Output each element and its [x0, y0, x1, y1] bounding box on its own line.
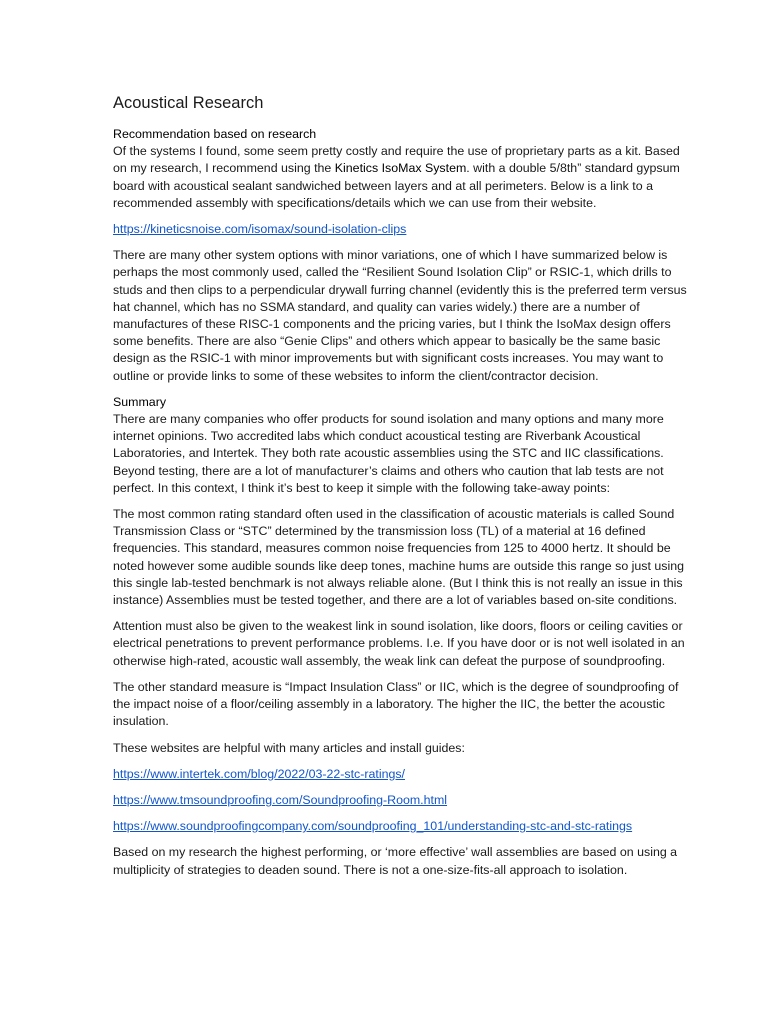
paragraph-iic: The other standard measure is “Impact Insulation Class” or IIC, which is the degree of soundproofing of the impact noise of a floor/ceiling assembly in a laboratory. The higher the IIC, the better the acoustic insulation.	[113, 679, 679, 729]
link-kinetics-isomax[interactable]: https://kineticsnoise.com/isomax/sound-isolation-clips	[113, 222, 407, 237]
paragraph-system-options: There are many other system options with minor variations, one of which I have summarized below is perhaps the most commonly used, called the “Resilient Sound Isolation Clip” or RSIC-1, which drills to studs and then clips to a perpendicular drywall furring channel (evidently this is the preferred term versus hat channel, which has no SSMA standard, and quality can varies widely.) there are a number of manufactures of these RISC-1 components and the pricing varies, but I think the IsoMax design offers some benefits. There are also “Genie Clips” and others which appear to basically be the same basic design as the RSIC-1 with minor improvements but with significant costs increases. You may want to outline or provide links to some of these websites to inform the client/contractor decision.	[113, 248, 687, 383]
link-intertek[interactable]: https://www.intertek.com/blog/2022/03-22-stc-ratings/	[113, 766, 406, 781]
section-heading-recommendation: Recommendation based on research	[113, 127, 317, 141]
paragraph-weakest-link: Attention must also be given to the weakest link in sound isolation, like doors, floors or ceiling cavities or electrical penetrations to prevent performance problems. I.e. If you have door or is not well isolated in an otherwise high-rated, acoustic wall assembly, the weak link can defeat the purpose of soundproofing.	[113, 619, 685, 668]
paragraph-conclusion: Based on my research the highest performing, or ‘more effective’ wall assemblies are based on using a multiplicity of strategies to deaden sound. There is not a one-size-fits-all approach to isolation.	[113, 845, 678, 877]
product-name: Kinetics IsoMax System	[334, 161, 467, 176]
paragraph-websites-intro: These websites are helpful with many articles and install guides:	[113, 740, 465, 755]
page-title: Acoustical Research	[113, 94, 264, 112]
paragraph-stc: The most common rating standard often used in the classification of acoustic materials is called Sound Transmission Class or “STC” determined by the transmission loss (TL) of a material at 16 defined frequencies. This standard, measures common noise frequencies from 125 to 4000 hertz. It should be noted however some audible sounds like deep tones, machine hums are outside this range so just using this single lab-tested benchmark is not always reliable alone. (But I think this is not really an issue in this instance) Assemblies must be tested together, and there are a lot of variables based on-site conditions.	[113, 507, 685, 608]
paragraph-recommendation	[113, 143, 693, 212]
paragraph-summary-intro: There are many companies who offer products for sound isolation and many options and many more internet opinions. Two accredited labs which conduct acoustical testing are Riverbank Acoustical Laboratories, and Intertek. They both rate acoustic assemblies using the STC and IIC classifications. Beyond testing, there are a lot of manufacturer’s claims and others who caution that lab tests are not perfect. In this context, I think it’s best to keep it simple with the following take-away points:	[113, 412, 664, 495]
section-heading-summary: Summary	[113, 394, 167, 409]
link-soundproofingcompany[interactable]: https://www.soundproofingcompany.com/soundproofing_101/understanding-stc-and-stc-ratings	[113, 819, 633, 834]
link-tmsoundproofing[interactable]: https://www.tmsoundproofing.com/Soundproofing-Room.html	[113, 792, 448, 807]
document-page	[113, 92, 693, 888]
paragraph-text: . with a double 5/8th” standard gypsum board with acoustical sealant sandwiched between layers and at all perimeters. Below is a link to a recommended assembly with specifications/details which we can use from their website.	[113, 161, 680, 210]
paragraph-text: Of the systems I found, some seem pretty costly and require the use of proprietary parts as a kit. Based on my research, I recommend using the	[113, 144, 680, 176]
